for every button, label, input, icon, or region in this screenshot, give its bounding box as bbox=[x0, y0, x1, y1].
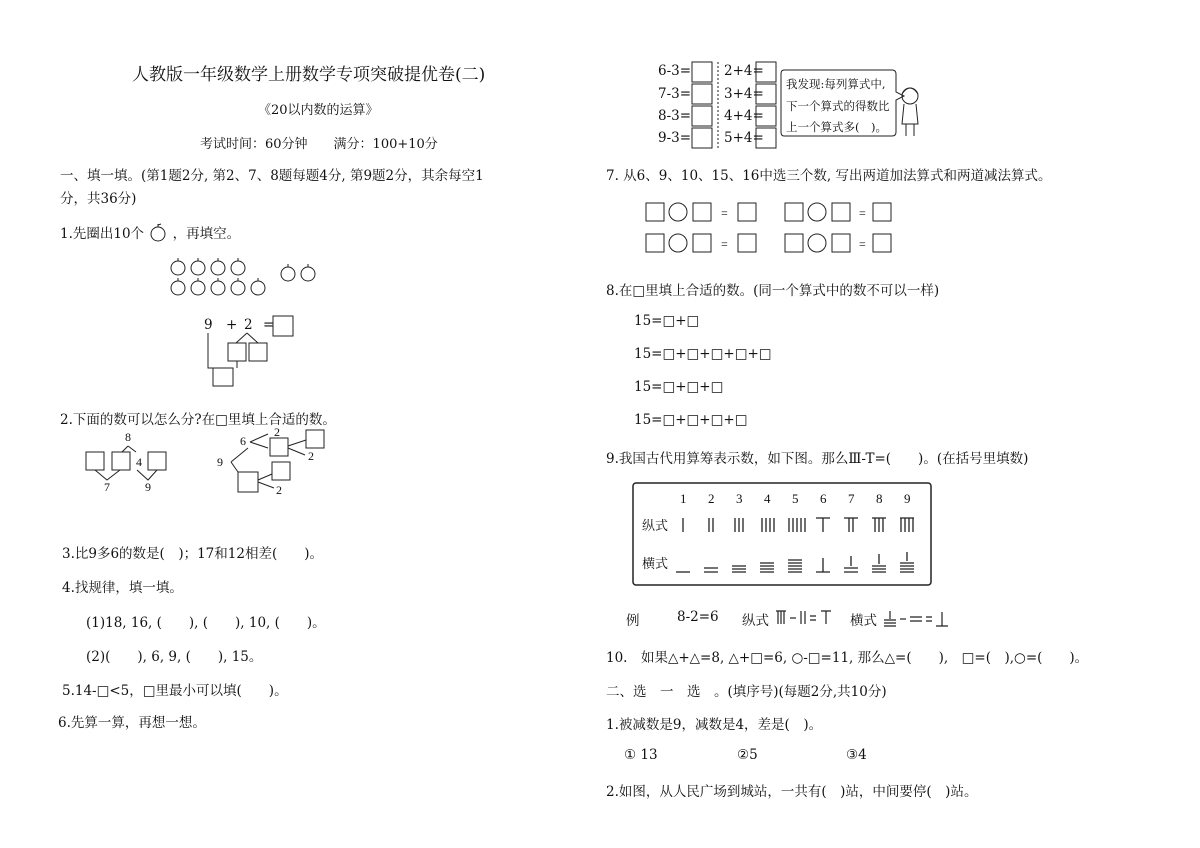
answer-box[interactable] bbox=[272, 462, 290, 480]
q2-number: 8 bbox=[125, 430, 131, 444]
answer-box[interactable] bbox=[692, 128, 712, 148]
table-header-cell: 6 bbox=[820, 491, 827, 506]
table-header-cell: 2 bbox=[708, 491, 715, 506]
table-header-cell: 8 bbox=[876, 491, 883, 506]
answer-box[interactable] bbox=[273, 316, 293, 336]
q8-item: 15=□+□+□ bbox=[634, 379, 724, 395]
q2-number: 4 bbox=[136, 455, 142, 469]
answer-box[interactable] bbox=[228, 343, 246, 361]
s2-question-2: 2.如图，从人民广场到城站，一共有( )站，中间要停( )站。 bbox=[606, 784, 978, 800]
q2-number: 2 bbox=[276, 483, 282, 497]
q1-expr-plus: + bbox=[226, 317, 238, 333]
q8-item: 15=□+□ bbox=[634, 313, 700, 329]
answer-box[interactable] bbox=[112, 452, 130, 470]
question-1 bbox=[60, 222, 240, 243]
question-10: 10. 如果△+△=8, △+□=6, ○-□=11, 那么△=( ), □=( ),○=( )。 bbox=[606, 650, 1089, 666]
svg-text:=: = bbox=[859, 206, 866, 220]
s2-question-1: 1.被减数是9，减数是4，差是( )。 bbox=[606, 717, 823, 733]
question-4-1: (1)18, 16, ( ), ( ), 10, ( )。 bbox=[86, 615, 326, 631]
example-horizontal-rods bbox=[882, 607, 954, 629]
question-4-2: (2)( ), 6, 9, ( ), 15。 bbox=[86, 649, 263, 665]
q1-expr-eq: = bbox=[263, 317, 275, 333]
answer-box[interactable] bbox=[692, 84, 712, 104]
q6-eq-b: 5+4= bbox=[724, 130, 764, 146]
q6-eq-a: 7-3= bbox=[658, 86, 692, 102]
q2-number: 7 bbox=[104, 480, 110, 494]
example-horizontal-label: 横式 bbox=[850, 613, 877, 629]
q6-eq-b: 3+4= bbox=[724, 86, 764, 102]
s2-q1-option-1[interactable]: ① 13 bbox=[624, 747, 658, 763]
question-5: 5.14-□<5，□里最小可以填( )。 bbox=[62, 683, 288, 699]
question-6: 6.先算一算，再想一想。 bbox=[58, 715, 206, 731]
answer-box[interactable] bbox=[692, 106, 712, 126]
svg-text:=: = bbox=[721, 206, 728, 220]
s2-q1-option-3[interactable]: ③4 bbox=[846, 747, 867, 763]
page-subtitle: 《20以内数的运算》 bbox=[258, 103, 379, 118]
table-header-cell: 4 bbox=[764, 491, 771, 506]
q2-number: 2 bbox=[308, 449, 314, 463]
question-4: 4.找规律，填一填。 bbox=[62, 580, 183, 596]
vertical-rods bbox=[683, 518, 914, 532]
question-3: 3.比9多6的数是( )；17和12相差( )。 bbox=[62, 546, 323, 562]
q6-eq-b: 4+4= bbox=[724, 108, 764, 124]
example-expression: 8-2=6 bbox=[677, 609, 719, 625]
q8-item: 15=□+□+□+□+□ bbox=[634, 346, 772, 362]
page-title: 人教版一年级数学上册数学专项突破提优卷(二) bbox=[132, 65, 486, 85]
q1-expr-2: 2 bbox=[244, 317, 253, 333]
row-label-vertical: 纵式 bbox=[642, 518, 669, 533]
table-header-cell: 1 bbox=[680, 491, 687, 506]
bubble-line: 我发现:每列算式中, bbox=[786, 77, 886, 91]
svg-text:=: = bbox=[859, 237, 866, 251]
girl-icon bbox=[902, 88, 918, 136]
question-7: 7. 从6、9、10、15、16中选三个数, 写出两道加法算式和两道减法算式。 bbox=[606, 168, 1052, 184]
row-label-horizontal: 横式 bbox=[642, 556, 669, 571]
answer-box[interactable] bbox=[86, 452, 104, 470]
question-1-text: 1.先圈出10个 bbox=[60, 226, 145, 242]
bubble-line: 下一个算式的得数比 bbox=[786, 99, 890, 113]
apple-icon bbox=[148, 223, 168, 243]
q2-figure bbox=[80, 428, 335, 500]
s2-q1-option-2[interactable]: ②5 bbox=[737, 747, 758, 763]
q2-number: 9 bbox=[145, 480, 151, 494]
q6-eq-a: 6-3= bbox=[658, 63, 692, 79]
question-1-text-after: ，再填空。 bbox=[172, 226, 241, 242]
section1-header-cont: 分，共36分) bbox=[60, 191, 137, 207]
section1-header: 一、填一填。(第1题2分, 第2、7、8题每题4分, 第9题2分，其余每空1 bbox=[60, 168, 484, 184]
q7-formula-frames bbox=[640, 198, 900, 258]
q2-number: 9 bbox=[217, 455, 223, 469]
answer-box[interactable] bbox=[213, 368, 233, 386]
example-vertical-label: 纵式 bbox=[742, 613, 769, 629]
q2-number: 2 bbox=[274, 428, 280, 439]
q6-eq-a: 8-3= bbox=[658, 108, 692, 124]
table-header-cell: 3 bbox=[736, 491, 743, 506]
question-2: 2.下面的数可以怎么分?在□里填上合适的数。 bbox=[60, 412, 336, 428]
q8-item: 15=□+□+□+□ bbox=[634, 412, 748, 428]
answer-box[interactable] bbox=[238, 472, 258, 492]
answer-box[interactable] bbox=[692, 62, 712, 82]
answer-box[interactable] bbox=[148, 452, 166, 470]
q1-expr-9: 9 bbox=[204, 317, 213, 333]
question-8: 8.在□里填上合适的数。(同一个算式中的数不可以一样) bbox=[606, 283, 940, 299]
answer-box[interactable] bbox=[270, 438, 288, 456]
example-label: 例 bbox=[626, 613, 640, 629]
horizontal-rods bbox=[676, 552, 914, 572]
bubble-line: 上一个算式多( )。 bbox=[786, 120, 887, 134]
apples-figure bbox=[160, 256, 330, 301]
q2-number: 6 bbox=[240, 434, 246, 448]
answer-box[interactable] bbox=[249, 343, 267, 361]
q1-decomposition-figure bbox=[200, 313, 300, 389]
answer-box[interactable] bbox=[306, 430, 324, 448]
q6-eq-b: 2+4= bbox=[724, 63, 764, 79]
question-9: 9.我国古代用算筹表示数，如下图。那么Ⅲ-T=( )。(在括号里填数) bbox=[606, 451, 1029, 467]
q6-eq-a: 9-3= bbox=[658, 130, 692, 146]
table-header-cell: 7 bbox=[848, 491, 855, 506]
table-header-cell: 5 bbox=[792, 491, 799, 506]
example-vertical-rods bbox=[774, 607, 844, 627]
section2-header: 二、选 一 选 。(填序号)(每题2分,共10分) bbox=[606, 684, 887, 700]
svg-text:=: = bbox=[721, 237, 728, 251]
counting-rod-table bbox=[630, 480, 934, 588]
exam-info: 考试时间：60分钟 满分：100+10分 bbox=[200, 137, 438, 152]
table-header-cell: 9 bbox=[904, 491, 911, 506]
